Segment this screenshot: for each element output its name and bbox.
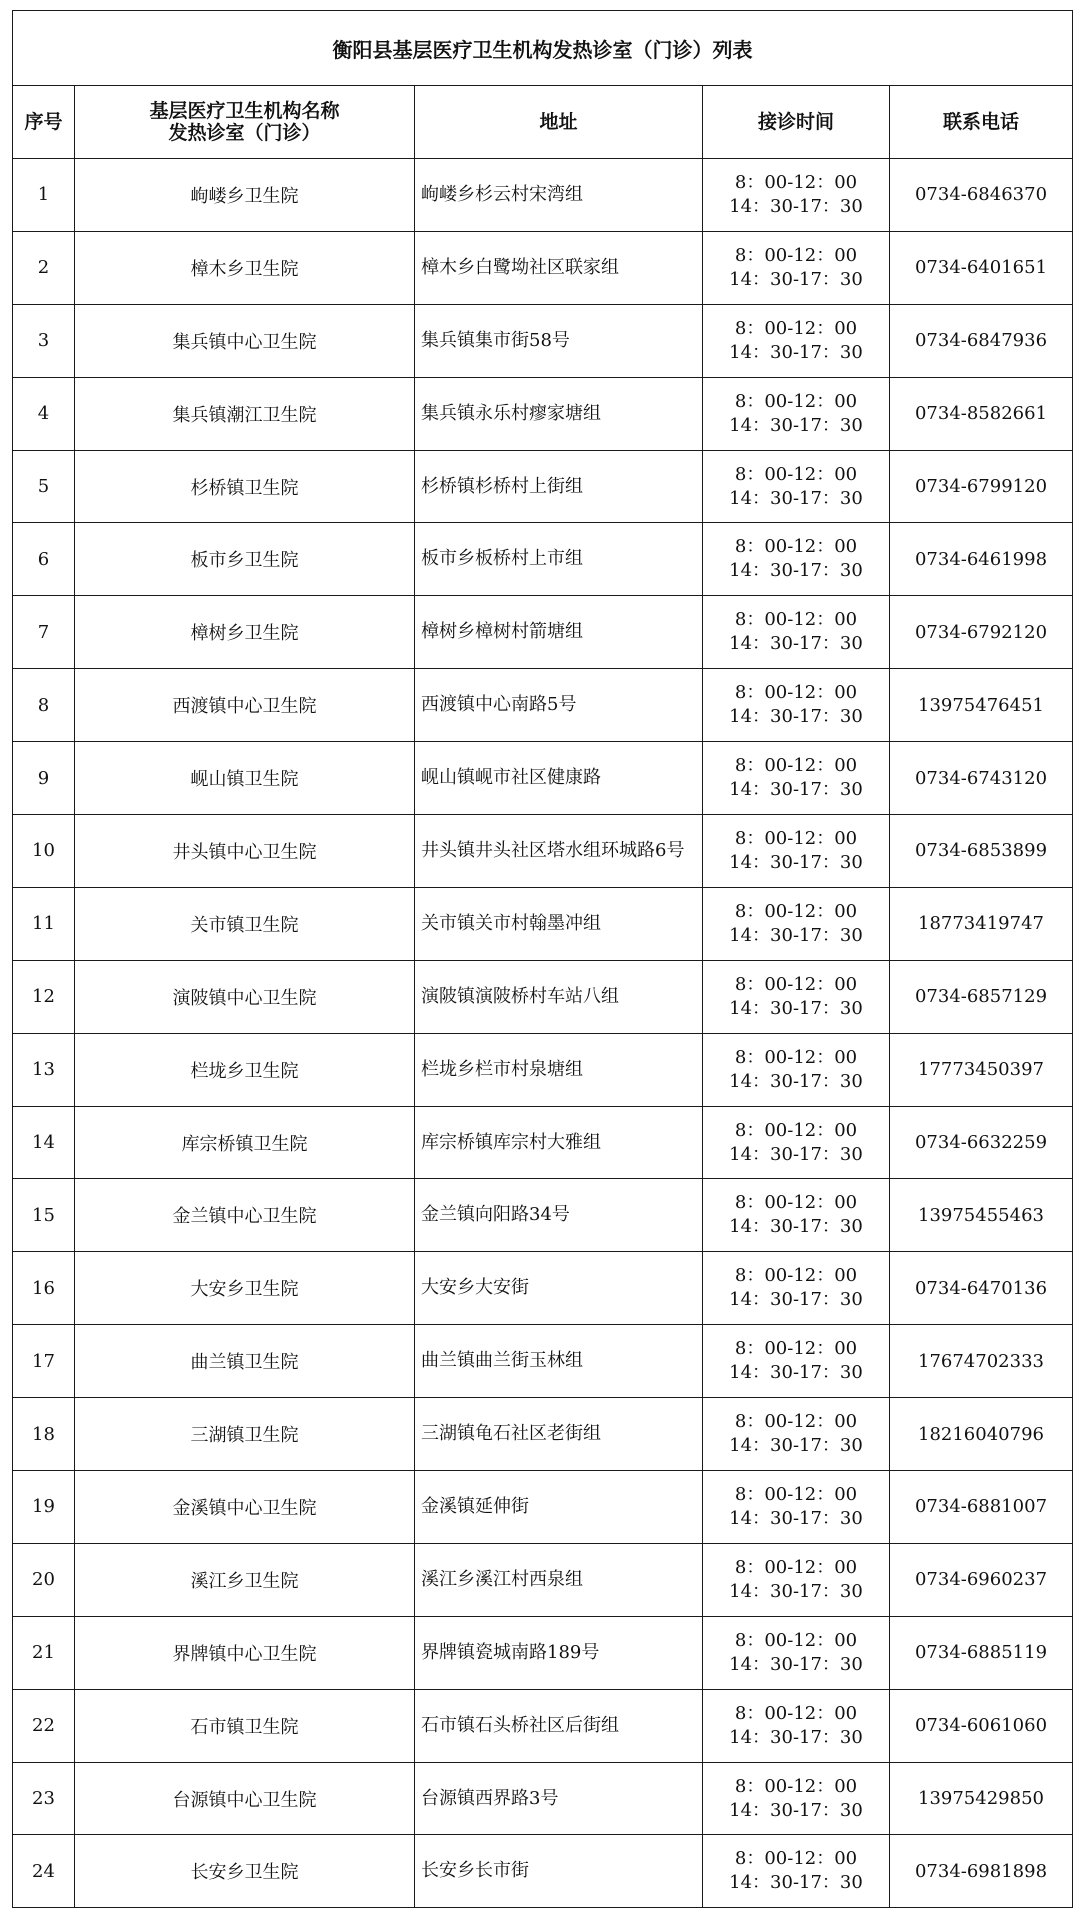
table-row xyxy=(13,596,1073,669)
row-clinic-name: 栏垅乡卫生院 xyxy=(75,1033,415,1106)
row-address: 演陂镇演陂桥村车站八组 xyxy=(415,960,703,1033)
row-hours-morning: 8：00-12：00 xyxy=(734,390,858,412)
row-hours-morning: 8：00-12：00 xyxy=(734,1265,858,1287)
table-row xyxy=(13,815,1073,888)
row-hours-morning: 8：00-12：00 xyxy=(734,317,858,339)
row-hours-afternoon: 14：30-17：30 xyxy=(729,1507,863,1529)
row-hours-afternoon: 14：30-17：30 xyxy=(729,633,863,655)
row-address: 樟树乡樟树村箭塘组 xyxy=(415,596,703,669)
row-address: 金兰镇向阳路34号 xyxy=(415,1179,703,1252)
row-address: 界牌镇瓷城南路189号 xyxy=(415,1616,703,1689)
row-index: 19 xyxy=(13,1471,75,1544)
row-phone: 18773419747 xyxy=(890,887,1073,960)
row-index: 11 xyxy=(13,887,75,960)
table-row xyxy=(13,1471,1073,1544)
row-hours-afternoon: 14：30-17：30 xyxy=(729,1580,863,1602)
row-clinic-name: 长安乡卫生院 xyxy=(75,1835,415,1908)
row-clinic-name: 板市乡卫生院 xyxy=(75,523,415,596)
row-hours-morning: 8：00-12：00 xyxy=(734,900,858,922)
row-address: 樟木乡白鹭坳社区联家组 xyxy=(415,231,703,304)
row-index: 3 xyxy=(13,304,75,377)
row-index: 24 xyxy=(13,1835,75,1908)
header-hours: 接诊时间 xyxy=(703,86,890,159)
row-address: 石市镇石头桥社区后街组 xyxy=(415,1689,703,1762)
row-phone: 17773450397 xyxy=(890,1033,1073,1106)
row-hours-afternoon: 14：30-17：30 xyxy=(729,1435,863,1457)
row-phone: 0734-6792120 xyxy=(890,596,1073,669)
row-phone: 0734-6743120 xyxy=(890,742,1073,815)
row-hours-afternoon: 14：30-17：30 xyxy=(729,1872,863,1894)
row-address: 板市乡板桥村上市组 xyxy=(415,523,703,596)
row-hours xyxy=(703,1616,890,1689)
row-clinic-name: 杉桥镇卫生院 xyxy=(75,450,415,523)
row-hours-afternoon: 14：30-17：30 xyxy=(729,560,863,582)
row-hours xyxy=(703,1543,890,1616)
row-clinic-name: 金溪镇中心卫生院 xyxy=(75,1471,415,1544)
row-hours-afternoon: 14：30-17：30 xyxy=(729,1726,863,1748)
row-phone: 0734-6061060 xyxy=(890,1689,1073,1762)
row-clinic-name: 三湖镇卫生院 xyxy=(75,1398,415,1471)
row-clinic-name: 曲兰镇卫生院 xyxy=(75,1325,415,1398)
row-address: 集兵镇永乐村瘳家塘组 xyxy=(415,377,703,450)
row-hours xyxy=(703,1762,890,1835)
row-phone: 13975476451 xyxy=(890,669,1073,742)
row-hours-morning: 8：00-12：00 xyxy=(734,1702,858,1724)
row-clinic-name: 大安乡卫生院 xyxy=(75,1252,415,1325)
table-row xyxy=(13,1252,1073,1325)
row-hours-morning: 8：00-12：00 xyxy=(734,1848,858,1870)
header-name xyxy=(75,86,415,159)
row-index: 16 xyxy=(13,1252,75,1325)
row-phone: 13975429850 xyxy=(890,1762,1073,1835)
row-hours-afternoon: 14：30-17：30 xyxy=(729,268,863,290)
header-row xyxy=(13,86,1073,159)
row-phone: 0734-6885119 xyxy=(890,1616,1073,1689)
row-hours-morning: 8：00-12：00 xyxy=(734,1046,858,1068)
row-address: 杉桥镇杉桥村上街组 xyxy=(415,450,703,523)
table-row xyxy=(13,1762,1073,1835)
row-address: 曲兰镇曲兰街玉林组 xyxy=(415,1325,703,1398)
table-row xyxy=(13,887,1073,960)
row-hours-morning: 8：00-12：00 xyxy=(734,1192,858,1214)
row-hours xyxy=(703,1033,890,1106)
row-hours-morning: 8：00-12：00 xyxy=(734,682,858,704)
row-phone: 0734-8582661 xyxy=(890,377,1073,450)
table-row xyxy=(13,669,1073,742)
row-hours-morning: 8：00-12：00 xyxy=(734,1338,858,1360)
row-index: 4 xyxy=(13,377,75,450)
row-hours-afternoon: 14：30-17：30 xyxy=(729,1653,863,1675)
row-clinic-name: 金兰镇中心卫生院 xyxy=(75,1179,415,1252)
row-hours xyxy=(703,1835,890,1908)
table-title: 衡阳县基层医疗卫生机构发热诊室（门诊）列表 xyxy=(13,11,1073,86)
row-index: 1 xyxy=(13,159,75,232)
row-address: 三湖镇龟石社区老街组 xyxy=(415,1398,703,1471)
row-clinic-name: 界牌镇中心卫生院 xyxy=(75,1616,415,1689)
row-hours xyxy=(703,304,890,377)
row-hours xyxy=(703,815,890,888)
row-hours-morning: 8：00-12：00 xyxy=(734,755,858,777)
row-hours-afternoon: 14：30-17：30 xyxy=(729,341,863,363)
row-hours xyxy=(703,1689,890,1762)
row-hours-afternoon: 14：30-17：30 xyxy=(729,414,863,436)
row-hours-afternoon: 14：30-17：30 xyxy=(729,997,863,1019)
row-address: 金溪镇延伸街 xyxy=(415,1471,703,1544)
row-hours-afternoon: 14：30-17：30 xyxy=(729,851,863,873)
row-phone: 0734-6857129 xyxy=(890,960,1073,1033)
row-address: 井头镇井头社区塔水组环城路6号 xyxy=(415,815,703,888)
row-index: 6 xyxy=(13,523,75,596)
row-clinic-name: 集兵镇潮江卫生院 xyxy=(75,377,415,450)
row-hours xyxy=(703,523,890,596)
row-hours xyxy=(703,1252,890,1325)
row-address: 库宗桥镇库宗村大雅组 xyxy=(415,1106,703,1179)
row-clinic-name: 井头镇中心卫生院 xyxy=(75,815,415,888)
row-clinic-name: 石市镇卫生院 xyxy=(75,1689,415,1762)
row-address: 关市镇关市村翰墨冲组 xyxy=(415,887,703,960)
row-address: 岣嵝乡杉云村宋湾组 xyxy=(415,159,703,232)
row-phone: 0734-6401651 xyxy=(890,231,1073,304)
row-phone: 0734-6846370 xyxy=(890,159,1073,232)
row-hours-afternoon: 14：30-17：30 xyxy=(729,779,863,801)
row-index: 21 xyxy=(13,1616,75,1689)
row-address: 岘山镇岘市社区健康路 xyxy=(415,742,703,815)
row-hours xyxy=(703,887,890,960)
table-row xyxy=(13,742,1073,815)
table-body xyxy=(13,11,1073,1908)
row-clinic-name: 库宗桥镇卫生院 xyxy=(75,1106,415,1179)
row-phone: 0734-6461998 xyxy=(890,523,1073,596)
table-row xyxy=(13,1543,1073,1616)
table-row xyxy=(13,1835,1073,1908)
row-hours-morning: 8：00-12：00 xyxy=(734,244,858,266)
row-hours-afternoon: 14：30-17：30 xyxy=(729,706,863,728)
row-phone: 18216040796 xyxy=(890,1398,1073,1471)
table-row xyxy=(13,960,1073,1033)
row-hours-morning: 8：00-12：00 xyxy=(734,1411,858,1433)
row-index: 8 xyxy=(13,669,75,742)
header-index: 序号 xyxy=(13,86,75,159)
row-index: 10 xyxy=(13,815,75,888)
table-row xyxy=(13,304,1073,377)
row-hours xyxy=(703,1106,890,1179)
row-address: 溪江乡溪江村西泉组 xyxy=(415,1543,703,1616)
row-clinic-name: 樟树乡卫生院 xyxy=(75,596,415,669)
row-address: 西渡镇中心南路5号 xyxy=(415,669,703,742)
row-clinic-name: 关市镇卫生院 xyxy=(75,887,415,960)
row-hours xyxy=(703,1471,890,1544)
row-hours-morning: 8：00-12：00 xyxy=(734,827,858,849)
table-row xyxy=(13,231,1073,304)
row-hours xyxy=(703,596,890,669)
clinic-list-table xyxy=(12,10,1073,1908)
row-hours xyxy=(703,377,890,450)
row-hours xyxy=(703,1398,890,1471)
table-row xyxy=(13,1689,1073,1762)
row-index: 13 xyxy=(13,1033,75,1106)
table-row xyxy=(13,523,1073,596)
row-phone: 0734-6470136 xyxy=(890,1252,1073,1325)
row-address: 栏垅乡栏市村泉塘组 xyxy=(415,1033,703,1106)
row-phone: 17674702333 xyxy=(890,1325,1073,1398)
row-clinic-name: 台源镇中心卫生院 xyxy=(75,1762,415,1835)
row-hours-afternoon: 14：30-17：30 xyxy=(729,487,863,509)
row-hours-afternoon: 14：30-17：30 xyxy=(729,1216,863,1238)
row-clinic-name: 集兵镇中心卫生院 xyxy=(75,304,415,377)
header-phone: 联系电话 xyxy=(890,86,1073,159)
row-index: 23 xyxy=(13,1762,75,1835)
row-phone: 13975455463 xyxy=(890,1179,1073,1252)
row-hours-afternoon: 14：30-17：30 xyxy=(729,1143,863,1165)
row-index: 14 xyxy=(13,1106,75,1179)
table-row xyxy=(13,159,1073,232)
row-index: 9 xyxy=(13,742,75,815)
row-index: 12 xyxy=(13,960,75,1033)
row-hours-afternoon: 14：30-17：30 xyxy=(729,1070,863,1092)
row-hours-morning: 8：00-12：00 xyxy=(734,973,858,995)
row-phone: 0734-6960237 xyxy=(890,1543,1073,1616)
row-index: 18 xyxy=(13,1398,75,1471)
row-address: 集兵镇集市街58号 xyxy=(415,304,703,377)
table-row xyxy=(13,1616,1073,1689)
row-hours-afternoon: 14：30-17：30 xyxy=(729,1289,863,1311)
row-hours xyxy=(703,742,890,815)
row-phone: 0734-6799120 xyxy=(890,450,1073,523)
header-name-line1: 基层医疗卫生机构名称 xyxy=(149,100,340,122)
row-index: 5 xyxy=(13,450,75,523)
row-index: 17 xyxy=(13,1325,75,1398)
row-hours-afternoon: 14：30-17：30 xyxy=(729,1362,863,1384)
row-index: 15 xyxy=(13,1179,75,1252)
header-name-line2: 发热诊室（门诊） xyxy=(168,122,321,144)
table-row xyxy=(13,1325,1073,1398)
table-row xyxy=(13,1398,1073,1471)
row-hours-morning: 8：00-12：00 xyxy=(734,1629,858,1651)
row-clinic-name: 樟木乡卫生院 xyxy=(75,231,415,304)
row-phone: 0734-6847936 xyxy=(890,304,1073,377)
row-hours-morning: 8：00-12：00 xyxy=(734,1119,858,1141)
row-hours-morning: 8：00-12：00 xyxy=(734,609,858,631)
table-row xyxy=(13,1106,1073,1179)
row-index: 7 xyxy=(13,596,75,669)
row-hours-morning: 8：00-12：00 xyxy=(734,171,858,193)
table-row xyxy=(13,450,1073,523)
row-hours-afternoon: 14：30-17：30 xyxy=(729,195,863,217)
row-phone: 0734-6881007 xyxy=(890,1471,1073,1544)
row-phone: 0734-6853899 xyxy=(890,815,1073,888)
row-hours-morning: 8：00-12：00 xyxy=(734,1556,858,1578)
row-phone: 0734-6981898 xyxy=(890,1835,1073,1908)
row-clinic-name: 岘山镇卫生院 xyxy=(75,742,415,815)
row-hours xyxy=(703,960,890,1033)
row-hours xyxy=(703,1325,890,1398)
row-clinic-name: 西渡镇中心卫生院 xyxy=(75,669,415,742)
row-hours-morning: 8：00-12：00 xyxy=(734,1483,858,1505)
row-hours xyxy=(703,450,890,523)
row-index: 22 xyxy=(13,1689,75,1762)
header-address: 地址 xyxy=(415,86,703,159)
row-hours-afternoon: 14：30-17：30 xyxy=(729,924,863,946)
row-clinic-name: 岣嵝乡卫生院 xyxy=(75,159,415,232)
row-hours-afternoon: 14：30-17：30 xyxy=(729,1799,863,1821)
row-index: 20 xyxy=(13,1543,75,1616)
row-clinic-name: 演陂镇中心卫生院 xyxy=(75,960,415,1033)
row-hours-morning: 8：00-12：00 xyxy=(734,463,858,485)
table-row xyxy=(13,377,1073,450)
table-row xyxy=(13,1033,1073,1106)
row-hours xyxy=(703,669,890,742)
row-address: 台源镇西界路3号 xyxy=(415,1762,703,1835)
row-address: 大安乡大安街 xyxy=(415,1252,703,1325)
row-index: 2 xyxy=(13,231,75,304)
row-address: 长安乡长市街 xyxy=(415,1835,703,1908)
row-clinic-name: 溪江乡卫生院 xyxy=(75,1543,415,1616)
row-hours xyxy=(703,159,890,232)
title-row xyxy=(13,11,1073,86)
row-phone: 0734-6632259 xyxy=(890,1106,1073,1179)
row-hours xyxy=(703,1179,890,1252)
row-hours-morning: 8：00-12：00 xyxy=(734,1775,858,1797)
table-row xyxy=(13,1179,1073,1252)
row-hours-morning: 8：00-12：00 xyxy=(734,536,858,558)
row-hours xyxy=(703,231,890,304)
